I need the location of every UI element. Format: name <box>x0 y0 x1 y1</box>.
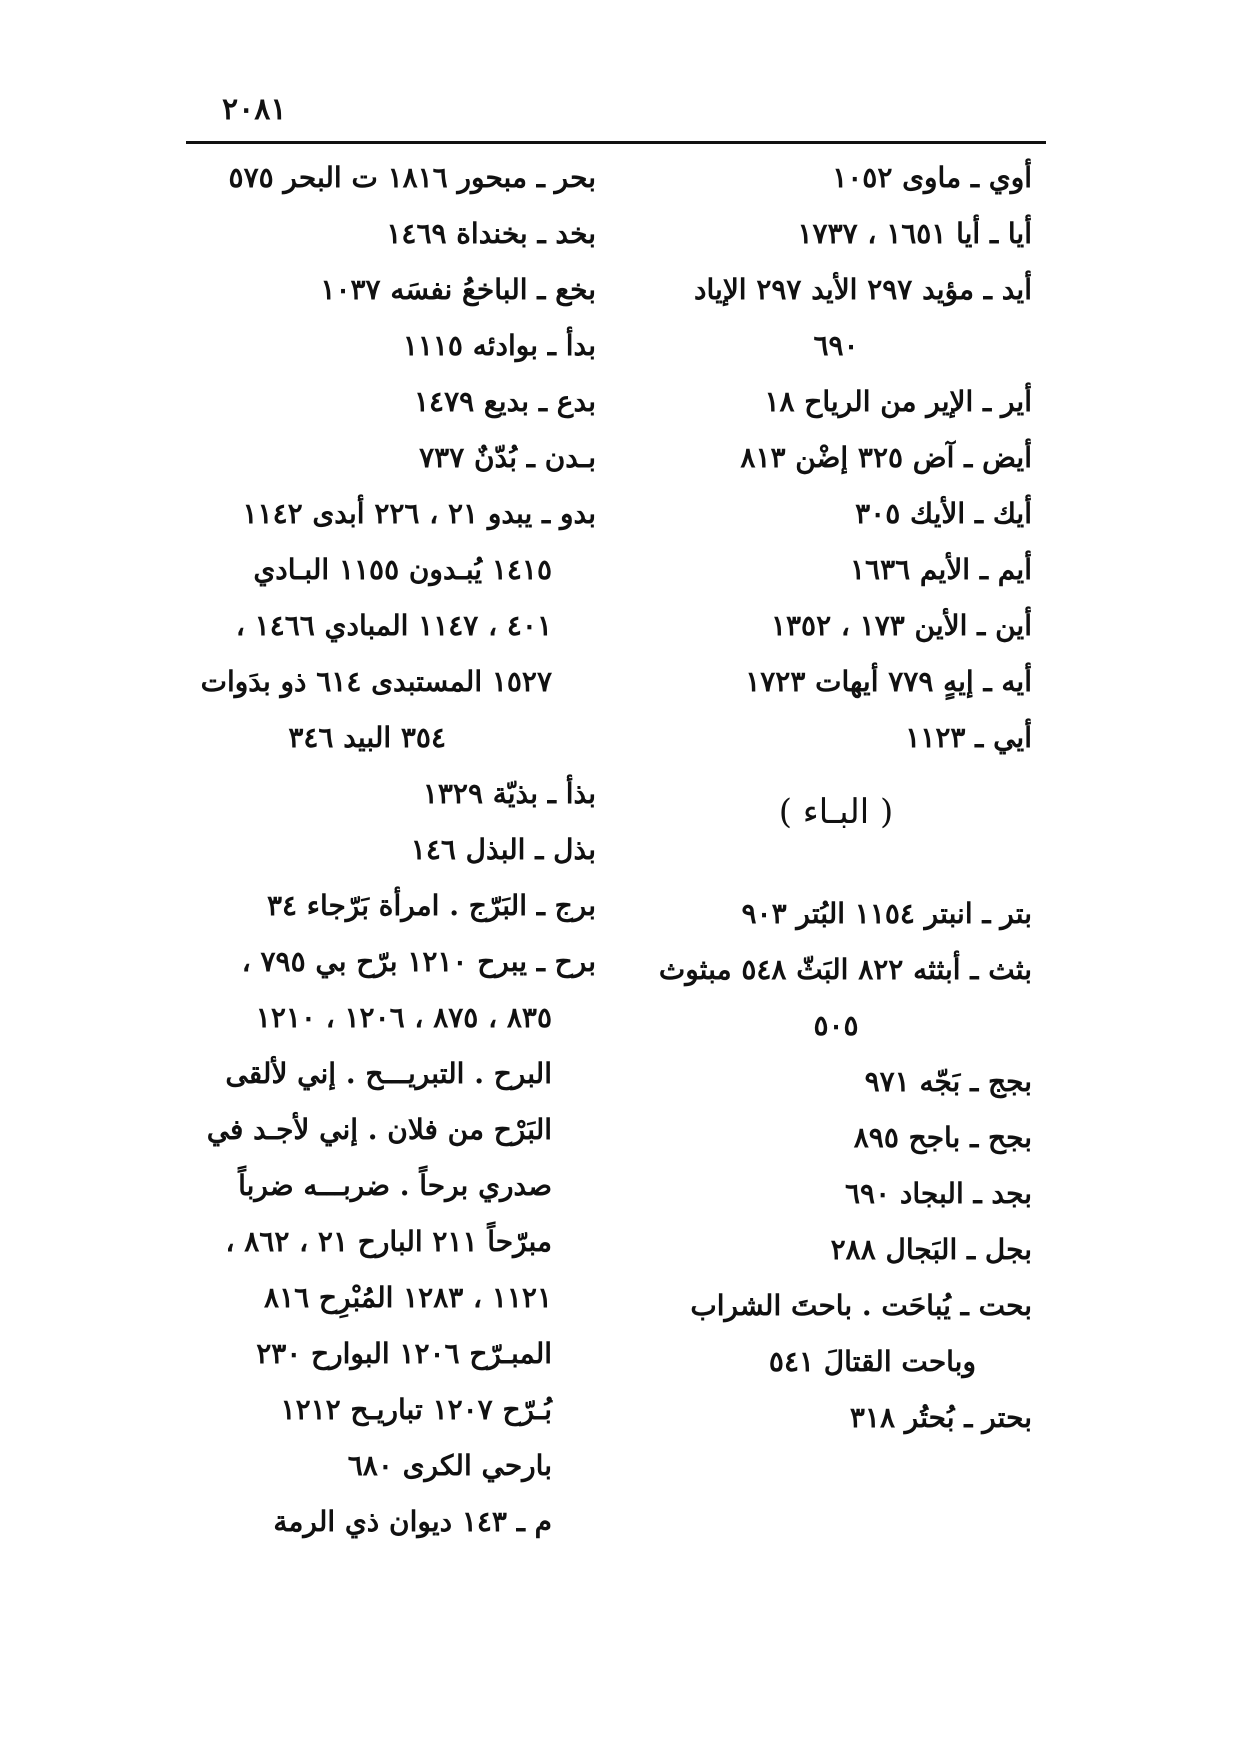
index-entry: بحر ـ مبحور ١٨١٦ ت البحر ٥٧٥ <box>228 161 596 194</box>
index-entry: أين ـ الأين ١٧٣ ، ١٣٥٢ <box>770 609 1032 642</box>
index-entry: بدو ـ يبدو ٢١ ، ٢٢٦ أبدى ١١٤٢ <box>242 497 596 530</box>
index-entry: بجح ـ باجح ٨٩٥ <box>853 1121 1032 1154</box>
footer-note: م ـ ١٤٣ ديوان ذي الرمة <box>273 1505 552 1538</box>
index-entry: بحت ـ يُباحَت . باحتَ الشراب <box>690 1289 1032 1322</box>
index-entry-continuation: مبرّحاً ٢١١ البارح ٢١ ، ٨٦٢ ، <box>225 1225 552 1258</box>
index-entry: بثث ـ أبثثه ٨٢٢ البَثّ ٥٤٨ مبثوث <box>658 953 1032 986</box>
index-entry-continuation: البرح . التبريـــح . إني لألقى <box>225 1057 552 1090</box>
header-rule <box>186 141 1046 144</box>
index-entry-continuation: ٨٣٥ ، ٨٧٥ ، ١٢٠٦ ، ١٢١٠ <box>255 1001 552 1034</box>
index-entry-continuation: ٤٠١ ، ١١٤٧ المبادي ١٤٦٦ ، <box>235 609 552 642</box>
index-entry: بتر ـ انبتر ١١٥٤ البُتر ٩٠٣ <box>741 897 1032 930</box>
right-column <box>640 160 1032 1456</box>
index-entry: أيك ـ الأيك ٣٠٥ <box>855 497 1032 530</box>
index-entry: بجد ـ البجاد ٦٩٠ <box>845 1177 1032 1210</box>
index-entry: بجل ـ البَجال ٢٨٨ <box>830 1233 1032 1266</box>
section-heading: ( البـاء ) <box>778 792 894 832</box>
index-entry: بخد ـ بخنداة ١٤٦٩ <box>386 217 596 250</box>
index-entry: بذل ـ البذل ١٤٦ <box>410 833 596 866</box>
index-entry: بدأ ـ بوادئه ١١١٥ <box>402 329 596 362</box>
index-entry: أيا ـ أيا ١٦٥١ ، ١٧٣٧ <box>797 217 1032 250</box>
index-entry: أوي ـ ماوى ١٠٥٢ <box>832 161 1032 194</box>
index-entry-continuation: ١١٢١ ، ١٢٨٣ المُبْرِح ٨١٦ <box>264 1281 552 1314</box>
index-entry: برح ـ يبرح ١٢١٠ برّح بي ٧٩٥ ، <box>241 945 596 978</box>
index-entry: برج ـ البَرّج . امرأة بَرّجاء ٣٤ <box>266 889 596 922</box>
index-entry: بـدن ـ بُدّنٌ ٧٣٧ <box>419 441 596 474</box>
index-entry-continuation: ٦٩٠ <box>813 329 859 362</box>
page-number: ٢٠٨١ <box>222 92 287 127</box>
index-entry-continuation: وباحت القتالَ ٥٤١ <box>768 1345 976 1378</box>
index-entry: بذأ ـ بذيّة ١٣٢٩ <box>422 777 596 810</box>
index-entry-continuation: ٥٠٥ <box>813 1009 859 1042</box>
index-entry: أير ـ الإير من الرياح ١٨ <box>764 385 1032 418</box>
index-entry: بحتر ـ بُحتُر ٣١٨ <box>849 1401 1032 1434</box>
index-entry-continuation: المبـرّح ١٢٠٦ البوارح ٢٣٠ <box>256 1337 552 1370</box>
index-entry-continuation: صدري برحاً . ضربـــه ضرباً <box>238 1169 552 1202</box>
index-entry: بجج ـ بَجّه ٩٧١ <box>864 1065 1032 1098</box>
index-entry-continuation: بارحي الكرى ٦٨٠ <box>347 1449 552 1482</box>
index-entry-continuation: ١٥٢٧ المستبدى ٦١٤ ذو بدَوات <box>200 665 552 698</box>
left-column <box>186 160 596 1560</box>
index-entry-continuation: بُـرّح ١٢٠٧ تباريـح ١٢١٢ <box>280 1393 552 1426</box>
index-entry-continuation: ١٤١٥ يُبـدون ١١٥٥ البـادي <box>253 553 552 586</box>
index-entry: أيد ـ مؤيد ٢٩٧ الأيد ٢٩٧ الإياد <box>694 273 1032 306</box>
index-entry: أيض ـ آض ٣٢٥ إضْن ٨١٣ <box>740 441 1032 474</box>
index-entry: أيي ـ ١١٢٣ <box>905 721 1032 754</box>
index-entry-continuation: ٣٥٤ البيد ٣٤٦ <box>288 721 446 754</box>
index-entry: أيم ـ الأيم ١٦٣٦ <box>850 553 1032 586</box>
index-entry: بدع ـ بديع ١٤٧٩ <box>414 385 596 418</box>
index-entry: أيه ـ إيهٍ ٧٧٩ أيهات ١٧٢٣ <box>745 665 1032 698</box>
index-entry-continuation: البَرْح من فلان . إني لأجـد في <box>206 1113 552 1146</box>
index-entry: بخع ـ الباخعُ نفسَه ١٠٣٧ <box>320 273 596 306</box>
